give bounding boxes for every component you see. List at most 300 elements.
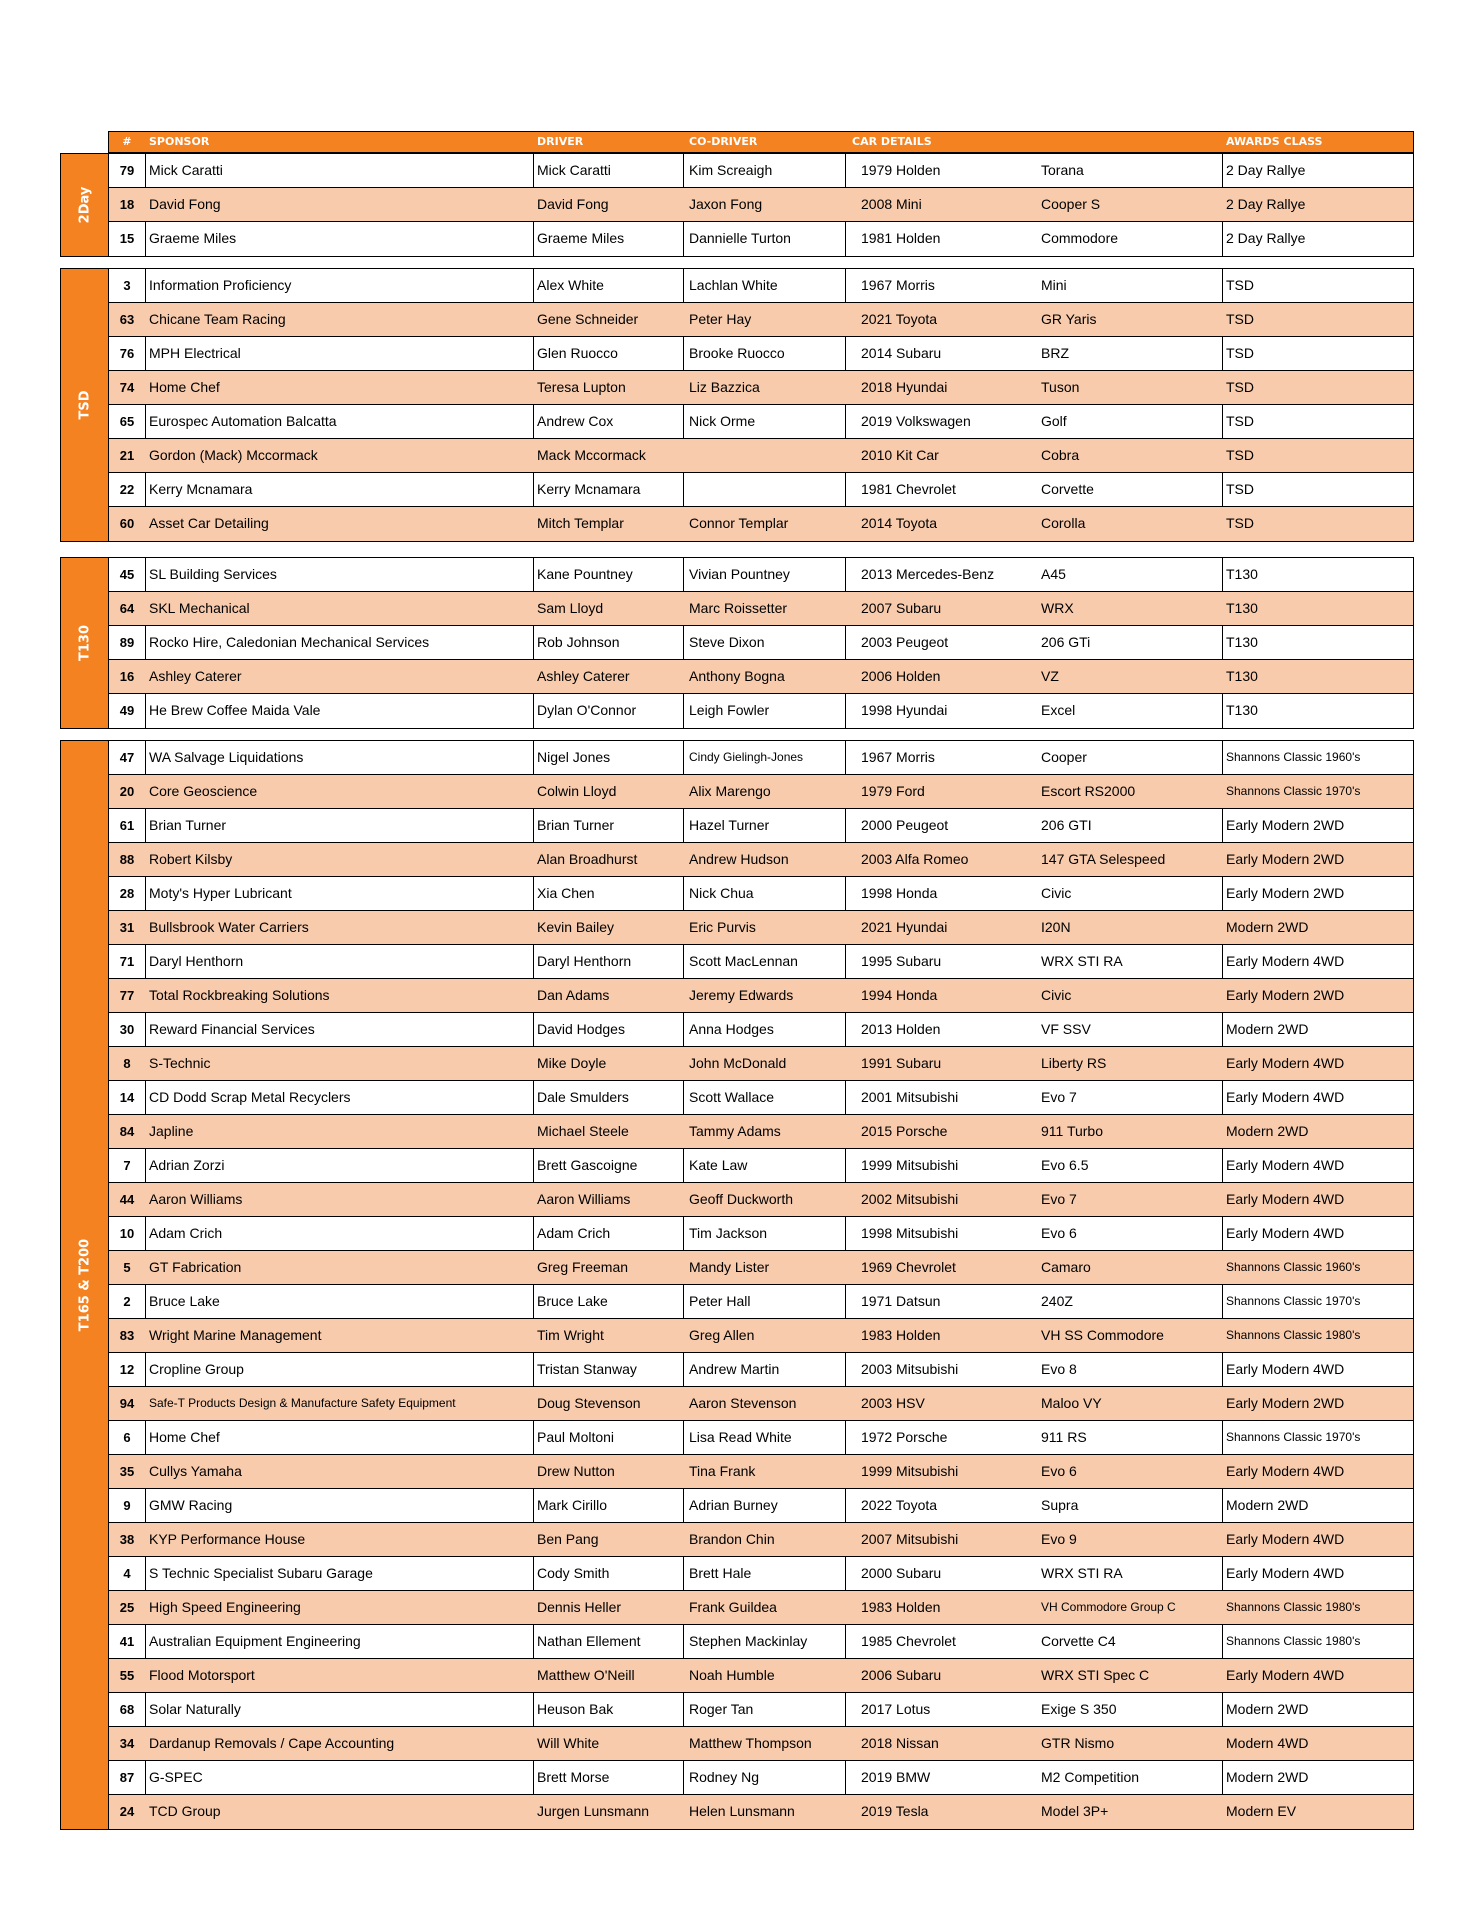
driver-cell: Colwin Lloyd (537, 783, 617, 799)
entry-number: 16 (119, 669, 135, 684)
entry-number: 4 (123, 1566, 131, 1581)
entry-number: 65 (119, 414, 135, 429)
driver-cell: Mitch Templar (537, 515, 624, 531)
car-model-cell: Evo 6.5 (1041, 1157, 1089, 1173)
table-row (109, 979, 1413, 1013)
awards-class-cell: Early Modern 4WD (1226, 1191, 1345, 1207)
codriver-cell: Lisa Read White (689, 1429, 792, 1445)
sponsor-cell: Bruce Lake (149, 1293, 220, 1309)
car-year-make-cell: 2000 Subaru (861, 1565, 942, 1581)
codriver-cell: Tammy Adams (689, 1123, 781, 1139)
awards-class-cell: Early Modern 4WD (1226, 1531, 1345, 1547)
sponsor-cell: Gordon (Mack) Mccormack (149, 447, 318, 463)
driver-cell: Kevin Bailey (537, 919, 615, 935)
car-model-cell: Evo 8 (1041, 1361, 1077, 1377)
driver-cell: Teresa Lupton (537, 379, 626, 395)
car-year-make-cell: 2000 Peugeot (861, 817, 949, 833)
car-year-make-cell: 2013 Mercedes-Benz (861, 566, 995, 582)
awards-class-cell: Shannons Classic 1980's (1226, 1328, 1361, 1342)
table-row (109, 592, 1413, 626)
car-year-make-cell: 2001 Mitsubishi (861, 1089, 959, 1105)
awards-class-cell: TSD (1226, 481, 1254, 497)
car-model-cell: WRX STI RA (1041, 1565, 1123, 1581)
codriver-cell: Cindy Gielingh-Jones (689, 750, 804, 764)
driver-cell: Nathan Ellement (537, 1633, 641, 1649)
group-table (108, 153, 1414, 257)
sponsor-cell: Graeme Miles (149, 230, 237, 246)
driver-cell: Dylan O'Connor (537, 702, 637, 718)
driver-cell: Mark Cirillo (537, 1497, 607, 1513)
group-table (108, 740, 1414, 1830)
table-row (109, 877, 1413, 911)
sponsor-cell: S-Technic (149, 1055, 211, 1071)
car-year-make-cell: 2017 Lotus (861, 1701, 931, 1717)
codriver-cell: Lachlan White (689, 277, 778, 293)
codriver-cell: Rodney Ng (689, 1769, 760, 1785)
car-model-cell: Camaro (1041, 1259, 1091, 1275)
car-year-make-cell: 2015 Porsche (861, 1123, 948, 1139)
car-year-make-cell: 2019 Tesla (861, 1803, 929, 1819)
codriver-cell: Brett Hale (689, 1565, 752, 1581)
car-year-make-cell: 2006 Holden (861, 668, 941, 684)
table-row (109, 303, 1413, 337)
codriver-cell: Connor Templar (689, 515, 789, 531)
car-year-make-cell: 2003 Mitsubishi (861, 1361, 959, 1377)
sponsor-cell: Adam Crich (149, 1225, 223, 1241)
awards-class-cell: Early Modern 4WD (1226, 1361, 1345, 1377)
table-row (109, 222, 1413, 256)
codriver-cell: Leigh Fowler (689, 702, 770, 718)
sponsor-cell: Adrian Zorzi (149, 1157, 225, 1173)
codriver-cell: Kim Screaigh (689, 162, 773, 178)
codriver-cell: Tim Jackson (689, 1225, 768, 1241)
driver-cell: Doug Stevenson (537, 1395, 641, 1411)
car-year-make-cell: 2003 HSV (861, 1395, 925, 1411)
car-year-make-cell: 1967 Morris (861, 749, 935, 765)
table-header (108, 131, 1414, 153)
codriver-cell: Matthew Thompson (689, 1735, 812, 1751)
header-car-details: CAR DETAILS (852, 135, 932, 148)
driver-cell: Jurgen Lunsmann (537, 1803, 650, 1819)
awards-class-cell: Early Modern 2WD (1226, 817, 1345, 833)
codriver-cell: Alix Marengo (689, 783, 771, 799)
car-year-make-cell: 2014 Toyota (861, 515, 938, 531)
codriver-cell: Anna Hodges (689, 1021, 774, 1037)
car-model-cell: VH SS Commodore (1041, 1327, 1164, 1343)
entry-number: 12 (119, 1362, 135, 1377)
entry-number: 22 (119, 482, 135, 497)
driver-cell: Brett Morse (537, 1769, 610, 1785)
entry-number: 64 (119, 601, 135, 616)
entry-number: 8 (123, 1056, 131, 1071)
awards-class-cell: Early Modern 2WD (1226, 1395, 1345, 1411)
codriver-cell: Marc Roissetter (689, 600, 788, 616)
car-model-cell: Torana (1041, 162, 1084, 178)
awards-class-cell: T130 (1226, 566, 1258, 582)
table-row (109, 1625, 1413, 1659)
car-model-cell: Civic (1041, 885, 1072, 901)
header-driver: DRIVER (537, 135, 584, 148)
awards-class-cell: Early Modern 2WD (1226, 851, 1345, 867)
car-year-make-cell: 1981 Holden (861, 230, 941, 246)
car-model-cell: Cooper (1041, 749, 1087, 765)
car-year-make-cell: 2021 Hyundai (861, 919, 948, 935)
driver-cell: David Hodges (537, 1021, 625, 1037)
codriver-cell: Andrew Hudson (689, 851, 789, 867)
entry-number: 74 (119, 380, 135, 395)
sponsor-cell: Daryl Henthorn (149, 953, 244, 969)
car-model-cell: 206 GTI (1041, 817, 1092, 833)
codriver-cell: Helen Lunsmann (689, 1803, 795, 1819)
car-model-cell: VZ (1041, 668, 1059, 684)
awards-class-cell: Shannons Classic 1970's (1226, 1430, 1361, 1444)
car-year-make-cell: 1998 Mitsubishi (861, 1225, 959, 1241)
group-label-block (60, 153, 109, 257)
table-row (109, 439, 1413, 473)
awards-class-cell: Early Modern 4WD (1226, 1463, 1345, 1479)
awards-class-cell: Early Modern 4WD (1226, 953, 1345, 969)
table-row (109, 188, 1413, 222)
driver-cell: Ashley Caterer (537, 668, 630, 684)
table-row (109, 1353, 1413, 1387)
entry-number: 83 (119, 1328, 135, 1343)
group-label: T165 & T200 (77, 1238, 92, 1332)
entry-number: 44 (119, 1192, 135, 1207)
codriver-cell: Nick Chua (689, 885, 754, 901)
table-row (109, 694, 1413, 728)
car-model-cell: Golf (1041, 413, 1067, 429)
entry-number: 89 (119, 635, 135, 650)
table-row (109, 1659, 1413, 1693)
awards-class-cell: Modern 2WD (1226, 1123, 1309, 1139)
table-row (109, 775, 1413, 809)
table-row (109, 1285, 1413, 1319)
sponsor-cell: Total Rockbreaking Solutions (149, 987, 330, 1003)
driver-cell: Mike Doyle (537, 1055, 607, 1071)
car-year-make-cell: 1983 Holden (861, 1327, 941, 1343)
awards-class-cell: Modern 2WD (1226, 1021, 1309, 1037)
table-row (109, 1047, 1413, 1081)
awards-class-cell: Modern 4WD (1226, 1735, 1309, 1751)
entry-number: 94 (119, 1396, 135, 1411)
awards-class-cell: T130 (1226, 702, 1258, 718)
driver-cell: Graeme Miles (537, 230, 625, 246)
codriver-cell: Peter Hay (689, 311, 752, 327)
sponsor-cell: Chicane Team Racing (149, 311, 286, 327)
driver-cell: Paul Moltoni (537, 1429, 615, 1445)
awards-class-cell: Shannons Classic 1960's (1226, 750, 1361, 764)
entry-number: 10 (119, 1226, 135, 1241)
driver-cell: Dennis Heller (537, 1599, 622, 1615)
entry-number: 84 (119, 1124, 135, 1139)
car-model-cell: Corvette C4 (1041, 1633, 1116, 1649)
car-model-cell: Cobra (1041, 447, 1080, 463)
table-row (109, 1455, 1413, 1489)
car-year-make-cell: 1999 Mitsubishi (861, 1463, 959, 1479)
car-model-cell: Cooper S (1041, 196, 1101, 212)
awards-class-cell: Modern 2WD (1226, 919, 1309, 935)
entry-number: 14 (119, 1090, 135, 1105)
driver-cell: Sam Lloyd (537, 600, 604, 616)
table-row (109, 1251, 1413, 1285)
table-row (109, 1557, 1413, 1591)
entry-number: 6 (123, 1430, 131, 1445)
sponsor-cell: Aaron Williams (149, 1191, 243, 1207)
table-row (109, 1693, 1413, 1727)
awards-class-cell: TSD (1226, 311, 1254, 327)
sponsor-cell: Ashley Caterer (149, 668, 242, 684)
entry-number: 45 (119, 567, 135, 582)
codriver-cell: Jaxon Fong (689, 196, 763, 212)
table-row (109, 1591, 1413, 1625)
sponsor-cell: Japline (149, 1123, 194, 1139)
codriver-cell: Greg Allen (689, 1327, 755, 1343)
driver-cell: Mick Caratti (537, 162, 611, 178)
car-year-make-cell: 1998 Hyundai (861, 702, 948, 718)
car-model-cell: Evo 9 (1041, 1531, 1077, 1547)
awards-class-cell: Modern 2WD (1226, 1769, 1309, 1785)
codriver-cell: Scott MacLennan (689, 953, 798, 969)
entry-number: 41 (119, 1634, 135, 1649)
car-model-cell: Maloo VY (1041, 1395, 1102, 1411)
group-label-block (60, 740, 109, 1830)
entry-number: 77 (119, 988, 135, 1003)
awards-class-cell: TSD (1226, 447, 1254, 463)
codriver-cell: Frank Guildea (689, 1599, 777, 1615)
header-sponsor: SPONSOR (149, 135, 210, 148)
codriver-cell: Andrew Martin (689, 1361, 780, 1377)
car-model-cell: I20N (1041, 919, 1071, 935)
codriver-cell: Vivian Pountney (689, 566, 790, 582)
car-model-cell: Evo 6 (1041, 1463, 1077, 1479)
codriver-cell: Anthony Bogna (689, 668, 785, 684)
car-model-cell: Tuson (1041, 379, 1080, 395)
entry-number: 71 (119, 954, 135, 969)
car-model-cell: GTR Nismo (1041, 1735, 1115, 1751)
driver-cell: Tim Wright (537, 1327, 604, 1343)
table-row (109, 473, 1413, 507)
car-year-make-cell: 2002 Mitsubishi (861, 1191, 959, 1207)
group-table (108, 557, 1414, 729)
driver-cell: Kane Pountney (537, 566, 633, 582)
awards-class-cell: T130 (1226, 668, 1258, 684)
codriver-cell: Adrian Burney (689, 1497, 778, 1513)
entry-number: 35 (119, 1464, 135, 1479)
driver-cell: Brett Gascoigne (537, 1157, 638, 1173)
sponsor-cell: MPH Electrical (149, 345, 241, 361)
awards-class-cell: T130 (1226, 600, 1258, 616)
car-year-make-cell: 1983 Holden (861, 1599, 941, 1615)
codriver-cell: Eric Purvis (689, 919, 756, 935)
sponsor-cell: TCD Group (149, 1803, 221, 1819)
driver-cell: Tristan Stanway (537, 1361, 637, 1377)
awards-class-cell: Shannons Classic 1970's (1226, 784, 1361, 798)
table-row (109, 269, 1413, 303)
car-model-cell: Civic (1041, 987, 1072, 1003)
awards-class-cell: Shannons Classic 1960's (1226, 1260, 1361, 1274)
awards-class-cell: Early Modern 4WD (1226, 1225, 1345, 1241)
sponsor-cell: GMW Racing (149, 1497, 233, 1513)
car-year-make-cell: 1999 Mitsubishi (861, 1157, 959, 1173)
car-year-make-cell: 2007 Mitsubishi (861, 1531, 959, 1547)
codriver-cell: Jeremy Edwards (689, 987, 794, 1003)
car-model-cell: Evo 6 (1041, 1225, 1077, 1241)
table-row (109, 337, 1413, 371)
entry-number: 34 (119, 1736, 135, 1751)
driver-cell: Greg Freeman (537, 1259, 629, 1275)
entry-number: 47 (119, 750, 135, 765)
entry-number: 76 (119, 346, 135, 361)
table-row (109, 154, 1413, 188)
car-year-make-cell: 2018 Nissan (861, 1735, 939, 1751)
car-year-make-cell: 2003 Alfa Romeo (861, 851, 969, 867)
codriver-cell: Stephen Mackinlay (689, 1633, 808, 1649)
table-row (109, 809, 1413, 843)
car-model-cell: GR Yaris (1041, 311, 1097, 327)
entry-number: 31 (119, 920, 135, 935)
car-year-make-cell: 2022 Toyota (861, 1497, 938, 1513)
driver-cell: Adam Crich (537, 1225, 611, 1241)
entry-number: 79 (119, 163, 135, 178)
awards-class-cell: Early Modern 2WD (1226, 987, 1345, 1003)
sponsor-cell: David Fong (149, 196, 221, 212)
awards-class-cell: Modern 2WD (1226, 1701, 1309, 1717)
awards-class-cell: T130 (1226, 634, 1258, 650)
driver-cell: Mack Mccormack (537, 447, 646, 463)
sponsor-cell: Eurospec Automation Balcatta (149, 413, 337, 429)
table-row (109, 1795, 1413, 1829)
driver-cell: Matthew O'Neill (537, 1667, 635, 1683)
car-model-cell: VF SSV (1041, 1021, 1091, 1037)
table-row (109, 371, 1413, 405)
sponsor-cell: Mick Caratti (149, 162, 223, 178)
entry-number: 5 (123, 1260, 131, 1275)
codriver-cell: Brooke Ruocco (689, 345, 785, 361)
car-model-cell: Evo 7 (1041, 1089, 1077, 1105)
driver-cell: Rob Johnson (537, 634, 620, 650)
sponsor-cell: Rocko Hire, Caledonian Mechanical Services (149, 634, 430, 650)
driver-cell: Dale Smulders (537, 1089, 629, 1105)
car-year-make-cell: 2007 Subaru (861, 600, 942, 616)
car-model-cell: Corvette (1041, 481, 1094, 497)
entry-number: 15 (119, 231, 135, 246)
table-row (109, 1523, 1413, 1557)
car-year-make-cell: 2018 Hyundai (861, 379, 948, 395)
car-year-make-cell: 2019 Volkswagen (861, 413, 971, 429)
table-row (109, 1013, 1413, 1047)
codriver-cell: Scott Wallace (689, 1089, 775, 1105)
codriver-cell: Roger Tan (689, 1701, 754, 1717)
car-year-make-cell: 2006 Subaru (861, 1667, 942, 1683)
driver-cell: Drew Nutton (537, 1463, 615, 1479)
driver-cell: Cody Smith (537, 1565, 610, 1581)
awards-class-cell: 2 Day Rallye (1226, 162, 1306, 178)
awards-class-cell: TSD (1226, 413, 1254, 429)
table-row (109, 626, 1413, 660)
entry-number: 61 (119, 818, 135, 833)
sponsor-cell: Australian Equipment Engineering (149, 1633, 361, 1649)
table-row (109, 1727, 1413, 1761)
codriver-cell: Mandy Lister (689, 1259, 770, 1275)
table-row (109, 660, 1413, 694)
codriver-cell: Liz Bazzica (689, 379, 760, 395)
car-model-cell: Liberty RS (1041, 1055, 1107, 1071)
codriver-cell: Brandon Chin (689, 1531, 775, 1547)
codriver-cell: Nick Orme (689, 413, 756, 429)
codriver-cell: Hazel Turner (689, 817, 770, 833)
entry-number: 25 (119, 1600, 135, 1615)
sponsor-cell: Core Geoscience (149, 783, 258, 799)
sponsor-cell: Cullys Yamaha (149, 1463, 242, 1479)
table-row (109, 1149, 1413, 1183)
car-year-make-cell: 1995 Subaru (861, 953, 942, 969)
driver-cell: Brian Turner (537, 817, 615, 833)
table-row (109, 1421, 1413, 1455)
driver-cell: Alex White (537, 277, 604, 293)
table-row (109, 843, 1413, 877)
table-row (109, 1115, 1413, 1149)
awards-class-cell: Early Modern 2WD (1226, 885, 1345, 901)
car-year-make-cell: 1994 Honda (861, 987, 938, 1003)
driver-cell: Ben Pang (537, 1531, 599, 1547)
car-year-make-cell: 1972 Porsche (861, 1429, 948, 1445)
entry-number: 24 (119, 1804, 135, 1819)
car-model-cell: BRZ (1041, 345, 1069, 361)
car-year-make-cell: 1967 Morris (861, 277, 935, 293)
awards-class-cell: TSD (1226, 277, 1254, 293)
sponsor-cell: SKL Mechanical (149, 600, 250, 616)
sponsor-cell: Cropline Group (149, 1361, 244, 1377)
codriver-cell (689, 439, 847, 472)
table-row (109, 558, 1413, 592)
entry-number: 55 (119, 1668, 135, 1683)
awards-class-cell: TSD (1226, 515, 1254, 531)
car-model-cell: A45 (1041, 566, 1066, 582)
driver-cell: Gene Schneider (537, 311, 639, 327)
entry-number: 21 (119, 448, 135, 463)
awards-class-cell: Early Modern 4WD (1226, 1055, 1345, 1071)
sponsor-cell: SL Building Services (149, 566, 277, 582)
entry-number: 68 (119, 1702, 135, 1717)
sponsor-cell: He Brew Coffee Maida Vale (149, 702, 321, 718)
car-year-make-cell: 1971 Datsun (861, 1293, 941, 1309)
car-model-cell: Supra (1041, 1497, 1079, 1513)
awards-class-cell: TSD (1226, 345, 1254, 361)
table-row (109, 741, 1413, 775)
header-codriver: CO-DRIVER (689, 135, 758, 148)
car-model-cell: Excel (1041, 702, 1076, 718)
table-row (109, 1489, 1413, 1523)
sponsor-cell: Moty's Hyper Lubricant (149, 885, 292, 901)
awards-class-cell: Early Modern 4WD (1226, 1157, 1345, 1173)
entry-number: 20 (119, 784, 135, 799)
sponsor-cell: Safe-T Products Design & Manufacture Safety Equipment (149, 1396, 456, 1410)
sponsor-cell: Home Chef (149, 1429, 220, 1445)
table-row (109, 1217, 1413, 1251)
codriver-cell: Peter Hall (689, 1293, 751, 1309)
group-label: T130 (77, 624, 92, 662)
table-row (109, 911, 1413, 945)
car-model-cell: WRX (1041, 600, 1074, 616)
car-model-cell: WRX STI RA (1041, 953, 1123, 969)
codriver-cell (689, 473, 847, 506)
car-year-make-cell: 2008 Mini (861, 196, 922, 212)
car-model-cell: Commodore (1041, 230, 1119, 246)
driver-cell: Alan Broadhurst (537, 851, 638, 867)
codriver-cell: John McDonald (689, 1055, 787, 1071)
car-year-make-cell: 1981 Chevrolet (861, 481, 956, 497)
table-row (109, 1319, 1413, 1353)
